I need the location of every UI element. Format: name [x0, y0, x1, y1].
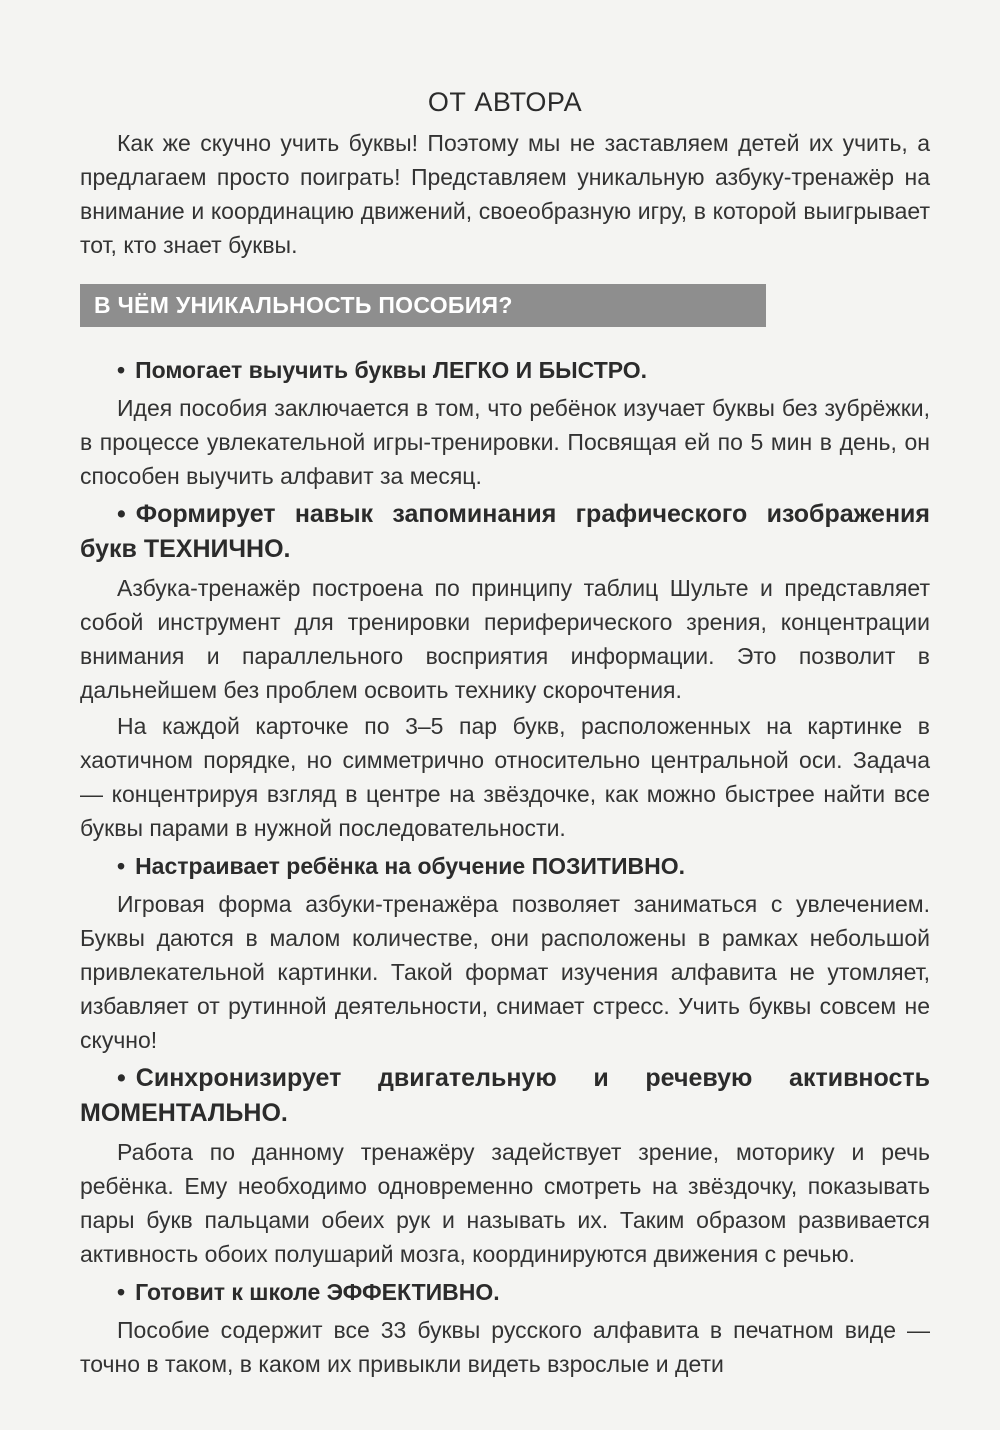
- page-content: [80, 86, 930, 1381]
- bullet-heading: [80, 1061, 930, 1131]
- bullet-heading-text: Формирует навык запоминания графического изображения букв ТЕХНИЧНО.: [80, 500, 930, 563]
- bullet-heading-text: Синхронизирует двигательную и речевую активность МОМЕНТАЛЬНО.: [80, 1064, 930, 1127]
- section-header-text: В ЧЁМ УНИКАЛЬНОСТЬ ПОСОБИЯ?: [94, 292, 513, 318]
- bullet-heading: [80, 353, 930, 387]
- item-paragraph: Идея пособия заключается в том, что ребёнок изучает буквы без зубрёжки, в процессе увлекательной игры-тренировки. Посвящая ей по 5 мин в день, он способен выучить алфавит за месяц.: [80, 395, 930, 489]
- intro-paragraph: Как же скучно учить буквы! Поэтому мы не заставляем детей их учить, а предлагаем просто поиграть! Представляем уникальную азбуку-тренажёр на внимание и координацию движений, своеобразную игру, в которой выигрывает тот, кто знает буквы.: [80, 130, 930, 258]
- page-title: ОТ АВТОРА: [427, 87, 583, 117]
- bullet-heading-text: Настраивает ребёнка на обучение ПОЗИТИВНО.: [135, 853, 686, 879]
- item-paragraph: Игровая форма азбуки-тренажёра позволяет заниматься с увлечением. Буквы даются в малом количестве, они расположены в рамках небольшой привлекательной картинки. Такой формат изучения алфавита не утомляет, избавляет от рутинной деятельности, снимает стресс. Учить буквы совсем не скучно!: [80, 891, 930, 1053]
- bullet-heading: [80, 1275, 930, 1309]
- item-paragraph: Азбука-тренажёр построена по принципу таблиц Шульте и представляет собой инструмент для тренировки периферического зрения, концентрации внимания и параллельного восприятия информации. Это позволит в дальнейшем без проблем освоить технику скорочтения.: [80, 575, 930, 703]
- bullet-icon: •: [117, 500, 126, 528]
- item-paragraph: Работа по данному тренажёру задействует зрение, моторику и речь ребёнка. Ему необходимо одновременно смотреть на звёздочку, показывать пары букв пальцами обеих рук и называть их. Таким образом развивается активность обоих полушарий мозга, координируются движения с речью.: [80, 1139, 930, 1267]
- bullet-heading: [80, 849, 930, 883]
- item-paragraph: Пособие содержит все 33 буквы русского алфавита в печатном виде — точно в таком, в каком их привыкли видеть взрослые и дети: [80, 1317, 930, 1377]
- bullet-icon: •: [117, 1279, 126, 1305]
- item-paragraph: На каждой карточке по 3–5 пар букв, расположенных на картинке в хаотичном порядке, но симметрично относительно центральной оси. Задача — концентрируя взгляд в центре на звёздочке, как можно быстрее найти все буквы парами в нужной последовательности.: [80, 713, 930, 841]
- bullet-icon: •: [117, 1064, 126, 1092]
- bullet-icon: •: [117, 357, 126, 383]
- bullet-heading: [80, 497, 930, 567]
- bullet-heading-text: Помогает выучить буквы ЛЕГКО И БЫСТРО.: [135, 357, 648, 383]
- bullet-icon: •: [117, 853, 126, 879]
- section-header-bar: [80, 284, 766, 327]
- bullet-heading-text: Готовит к школе ЭФФЕКТИВНО.: [135, 1279, 500, 1305]
